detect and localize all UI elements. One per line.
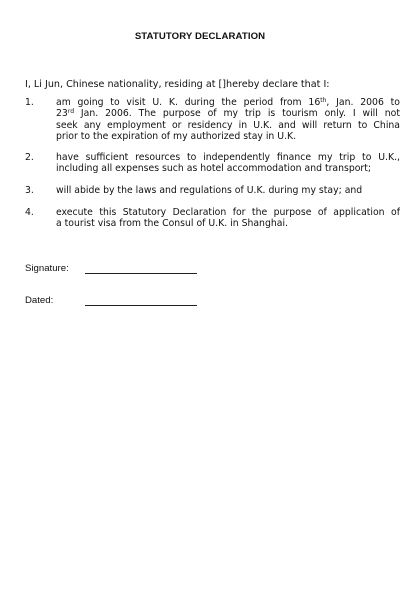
item-line: including all expenses such as hotel accommodation and transport; (56, 163, 372, 175)
item-number: 2. (25, 152, 34, 163)
item-text-fragment: Jan. 2006. The purpose of my trip is tourism only. I will not (74, 108, 400, 120)
item-line: have sufficient resources to independently finance my trip to U.K., (56, 152, 400, 163)
signature-line[interactable] (85, 273, 197, 274)
item-number: 4. (25, 207, 34, 218)
item-line: seek any employment or residency in U.K. and will return to China (56, 119, 400, 131)
dated-label: Dated: (25, 295, 54, 306)
item-text-fragment: , Jan. 2006 to (326, 97, 400, 108)
item-text (56, 207, 400, 230)
item-line (56, 97, 400, 108)
ordinal-suffix: th (320, 97, 327, 104)
item-number: 3. (25, 185, 34, 196)
intro-paragraph: I, Li Jun, Chinese nationality, residing at []hereby declare that I: (25, 79, 330, 90)
item-line: will abide by the laws and regulations of U.K. during my stay; and (56, 185, 363, 196)
item-text (56, 152, 400, 175)
dated-line[interactable] (85, 305, 197, 306)
item-text (56, 185, 400, 196)
ordinal-suffix: rd (67, 108, 75, 116)
document-title: STATUTORY DECLARATION (134, 31, 266, 42)
signature-label: Signature: (25, 263, 69, 274)
item-line: execute this Statutory Declaration for the purpose of application of (56, 207, 400, 218)
item-text (56, 97, 400, 143)
item-text-fragment: 23 (56, 108, 68, 120)
item-line (56, 108, 400, 119)
item-line: prior to the expiration of my authorized stay in U.K. (56, 131, 297, 143)
item-number: 1. (25, 97, 34, 108)
item-text-fragment: am going to visit U. K. during the period from 16 (56, 97, 321, 108)
item-line: a tourist visa from the Consul of U.K. in Shanghai. (56, 218, 288, 230)
